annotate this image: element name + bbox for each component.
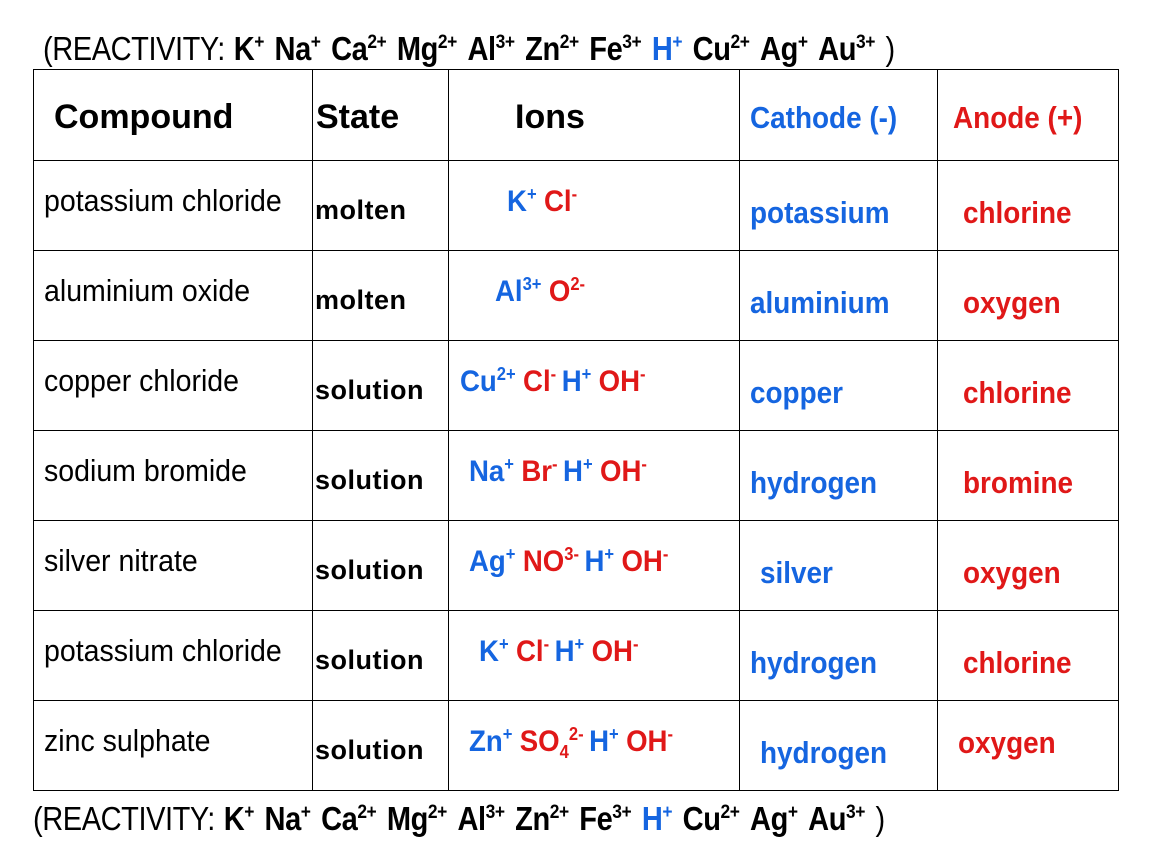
anion (519, 724, 584, 762)
ion-charge: 2+ (730, 31, 750, 53)
reactivity-series-bottom (33, 800, 885, 838)
header-state-cell (313, 70, 449, 161)
reactivity-ion (515, 800, 569, 837)
cathode-product: hydrogen (760, 735, 888, 770)
anion (521, 455, 557, 488)
reactivity-ion (331, 30, 386, 67)
ion-symbol: Ca (331, 30, 368, 67)
table-row (34, 161, 1119, 251)
ion-symbol: Na (274, 30, 311, 67)
reactivity-ion (321, 800, 376, 837)
h-charge: + (604, 544, 615, 564)
compound-name: aluminium oxide (44, 273, 251, 308)
h-charge: + (574, 634, 585, 654)
anion-subscript: 4 (559, 742, 569, 762)
oh-symbol: OH (598, 365, 641, 398)
cathode-cell (740, 251, 938, 341)
cation-charge: + (505, 544, 516, 564)
h-symbol: H (554, 635, 575, 668)
compound-cell (34, 521, 313, 611)
reactivity-ion (589, 30, 641, 67)
ion-charge: + (672, 31, 683, 53)
ion-symbol: Fe (579, 800, 613, 837)
reactivity-label: (REACTIVITY: (33, 800, 215, 837)
reactivity-series-top (43, 30, 895, 68)
ion-symbol: Mg (386, 800, 428, 837)
oh-charge: - (662, 544, 669, 564)
reactivity-ion (818, 30, 875, 67)
ion-charge: 2+ (549, 801, 569, 823)
cation-symbol: K (507, 185, 527, 218)
anion-charge: - (543, 634, 550, 654)
reactivity-ion (224, 800, 254, 837)
ion-charge: + (310, 31, 321, 53)
hydroxide-ion (599, 365, 646, 398)
anode-cell (938, 611, 1119, 701)
anode-product: bromine (963, 465, 1074, 500)
ions-cell (449, 341, 740, 431)
anode-cell (938, 431, 1119, 521)
cathode-cell (740, 521, 938, 611)
state-cell (313, 521, 449, 611)
ion-symbol: Ag (760, 30, 798, 67)
ion-symbol: Ag (750, 800, 788, 837)
cathode-cell (740, 701, 938, 791)
anion (523, 545, 579, 578)
cation (507, 185, 537, 218)
cathode-product: potassium (750, 195, 890, 230)
cathode-product: hydrogen (750, 465, 878, 500)
compound-cell (34, 341, 313, 431)
oh-charge: - (632, 634, 639, 654)
header-anode-cell (938, 70, 1119, 161)
h-symbol: H (561, 365, 582, 398)
table-row (34, 341, 1119, 431)
hydroxide-ion (600, 455, 647, 488)
reactivity-ion (265, 800, 311, 837)
table-row (34, 611, 1119, 701)
oh-symbol: OH (591, 635, 633, 668)
hydrogen-ion (562, 365, 592, 398)
ion-symbol: Al (467, 30, 496, 67)
cation (469, 545, 515, 578)
ion-symbol: Al (457, 800, 486, 837)
ions-list (495, 275, 585, 309)
header-ions: Ions (515, 98, 585, 136)
hydrogen-ion (555, 635, 585, 668)
compound-cell (34, 701, 313, 791)
cation-charge: + (498, 634, 509, 654)
oh-charge: - (641, 454, 647, 474)
cathode-cell (740, 161, 938, 251)
anion-charge: 3- (564, 544, 579, 564)
anion-symbol: O (548, 275, 571, 308)
ions-cell (449, 161, 740, 251)
hydrogen-ion (563, 455, 593, 488)
reactivity-close: ) (875, 800, 885, 837)
ion-charge: + (300, 801, 311, 823)
ion-charge: + (662, 801, 673, 823)
ion-charge: 2+ (427, 801, 447, 823)
ion-charge: 3+ (856, 31, 875, 53)
ion-charge: 3+ (495, 31, 515, 53)
ion-charge: + (254, 31, 264, 53)
anion-symbol: Cl (515, 635, 544, 668)
cation-symbol: Na (469, 455, 505, 488)
cathode-cell (740, 341, 938, 431)
cation-symbol: Ag (469, 545, 506, 578)
anion-symbol: SO (519, 725, 560, 758)
ion-charge: 3+ (612, 801, 632, 823)
ion-symbol: Zn (515, 800, 550, 837)
state-cell (313, 251, 449, 341)
reactivity-ion (525, 30, 579, 67)
ions-cell (449, 521, 740, 611)
anode-cell (938, 701, 1119, 791)
anion (549, 275, 585, 308)
reactivity-ion (642, 800, 672, 837)
ion-symbol: Mg (396, 30, 438, 67)
cation-charge: + (502, 724, 513, 744)
anode-product: chlorine (963, 645, 1072, 680)
compound-name: zinc sulphate (44, 723, 211, 758)
reactivity-ion (234, 30, 264, 67)
h-charge: + (581, 364, 592, 384)
ion-symbol: K (223, 800, 245, 837)
state-cell (313, 341, 449, 431)
state-cell (313, 611, 449, 701)
cation-charge: + (504, 454, 514, 474)
ion-charge: + (244, 801, 254, 823)
cation-charge: 3+ (522, 274, 542, 294)
ion-symbol: Zn (525, 30, 560, 67)
h-symbol: H (589, 725, 610, 758)
h-charge: + (609, 724, 619, 744)
oh-symbol: OH (621, 545, 663, 578)
ion-charge: 3+ (846, 801, 865, 823)
reactivity-ion (579, 800, 631, 837)
table-row (34, 521, 1119, 611)
reactivity-ions (224, 800, 876, 837)
ions-list (479, 635, 639, 669)
compound-name: silver nitrate (44, 543, 198, 578)
ion-charge: 2+ (437, 31, 457, 53)
ions-list (469, 545, 668, 579)
cation-symbol: Al (495, 275, 523, 308)
anion-charge: 2- (568, 724, 584, 744)
reactivity-ion (467, 30, 514, 67)
header-ions-cell (449, 70, 740, 161)
table-row (34, 251, 1119, 341)
compound-name: potassium chloride (44, 633, 282, 668)
compound-cell (34, 251, 313, 341)
anion-symbol: Br (521, 455, 553, 488)
header-cathode-cell (740, 70, 938, 161)
cathode-cell (740, 611, 938, 701)
cathode-product: aluminium (750, 285, 890, 320)
compound-name: sodium bromide (44, 453, 247, 488)
reactivity-ion (808, 800, 865, 837)
compound-cell (34, 161, 313, 251)
table-row (34, 701, 1119, 791)
reactivity-label: (REACTIVITY: (43, 30, 225, 67)
anode-cell (938, 521, 1119, 611)
compound-cell (34, 611, 313, 701)
header-anode: Anode (+) (953, 100, 1083, 135)
h-symbol: H (584, 545, 605, 578)
oh-charge: - (667, 724, 674, 744)
anode-cell (938, 161, 1119, 251)
anode-product: oxygen (958, 725, 1056, 760)
compound-name: potassium chloride (44, 183, 282, 218)
state-value: solution (315, 555, 424, 585)
ion-charge: 2+ (559, 31, 579, 53)
anion (523, 365, 556, 398)
h-symbol: H (563, 455, 583, 488)
anion-symbol: NO (522, 545, 565, 578)
reactivity-ion (760, 30, 808, 67)
cathode-product: copper (750, 375, 844, 410)
reactivity-ion (750, 800, 798, 837)
header-compound-cell (34, 70, 313, 161)
ions-list (507, 185, 577, 219)
ions-cell (449, 251, 740, 341)
state-value: molten (315, 195, 407, 225)
electrolysis-table (33, 69, 1119, 791)
state-cell (313, 161, 449, 251)
anion-symbol: Cl (523, 365, 551, 398)
anode-cell (938, 251, 1119, 341)
h-charge: + (582, 454, 593, 474)
hydrogen-ion (589, 725, 619, 758)
hydroxide-ion (592, 635, 639, 668)
ion-charge: 2+ (367, 31, 387, 53)
ion-symbol: H (641, 800, 663, 837)
anode-product: oxygen (963, 555, 1061, 590)
ions-cell (449, 611, 740, 701)
anion (544, 185, 577, 218)
cation-symbol: K (479, 635, 499, 668)
reactivity-ion (275, 30, 321, 67)
cation (469, 455, 514, 488)
reactivity-ions (234, 30, 886, 67)
compound-cell (34, 431, 313, 521)
anion-charge: - (552, 454, 558, 474)
anion-charge: - (571, 184, 578, 204)
compound-name: copper chloride (44, 363, 240, 398)
reactivity-ion (387, 800, 447, 837)
cation-charge: 2+ (496, 364, 516, 384)
ions-cell (449, 431, 740, 521)
ions-cell (449, 701, 740, 791)
state-value: molten (315, 285, 407, 315)
anion-symbol: Cl (543, 185, 572, 218)
cathode-product: silver (760, 555, 833, 590)
cation-symbol: Zn (469, 725, 503, 758)
ion-symbol: Na (264, 800, 301, 837)
ion-symbol: Cu (692, 30, 731, 67)
ion-charge: 3+ (622, 31, 642, 53)
hydrogen-ion (584, 545, 614, 578)
hydroxide-ion (626, 725, 673, 758)
cation-symbol: Cu (460, 365, 497, 398)
state-value: solution (315, 465, 424, 495)
cation (469, 725, 512, 758)
reactivity-ion (652, 30, 682, 67)
anion (516, 635, 549, 668)
ions-list (460, 365, 646, 399)
oh-charge: - (640, 364, 646, 384)
header-cathode: Cathode (-) (750, 100, 898, 135)
cation-charge: + (526, 184, 537, 204)
table-body (34, 161, 1119, 791)
header-state: State (316, 98, 400, 136)
cathode-cell (740, 431, 938, 521)
ion-charge: + (787, 801, 798, 823)
reactivity-close: ) (885, 30, 895, 67)
anode-cell (938, 341, 1119, 431)
table-header-row (34, 70, 1119, 161)
cation (495, 275, 541, 308)
state-value: solution (315, 375, 424, 405)
ions-list (469, 724, 674, 762)
reactivity-ion (693, 30, 750, 67)
reactivity-ion (683, 800, 740, 837)
reactivity-ion (457, 800, 504, 837)
anode-product: chlorine (963, 375, 1072, 410)
anode-product: oxygen (963, 285, 1061, 320)
ions-list (469, 455, 647, 489)
ion-symbol: K (233, 30, 255, 67)
anion-charge: - (550, 364, 557, 384)
ion-symbol: H (651, 30, 673, 67)
anion-charge: 2- (570, 274, 586, 294)
header-compound: Compound (54, 98, 234, 136)
ion-charge: 2+ (720, 801, 740, 823)
hydroxide-ion (621, 545, 668, 578)
reactivity-ion (397, 30, 457, 67)
state-value: solution (315, 645, 424, 675)
ion-symbol: Fe (589, 30, 623, 67)
ion-symbol: Au (808, 800, 847, 837)
ion-symbol: Cu (682, 800, 721, 837)
cation (460, 365, 516, 398)
cation (479, 635, 509, 668)
oh-symbol: OH (600, 455, 642, 488)
state-cell (313, 701, 449, 791)
state-value: solution (315, 735, 424, 765)
cathode-product: hydrogen (750, 645, 878, 680)
anode-product: chlorine (963, 195, 1072, 230)
ion-charge: 3+ (485, 801, 505, 823)
ion-symbol: Ca (321, 800, 358, 837)
oh-symbol: OH (626, 725, 668, 758)
state-cell (313, 431, 449, 521)
table-row (34, 431, 1119, 521)
ion-charge: + (797, 31, 808, 53)
ion-charge: 2+ (357, 801, 377, 823)
ion-symbol: Au (818, 30, 857, 67)
